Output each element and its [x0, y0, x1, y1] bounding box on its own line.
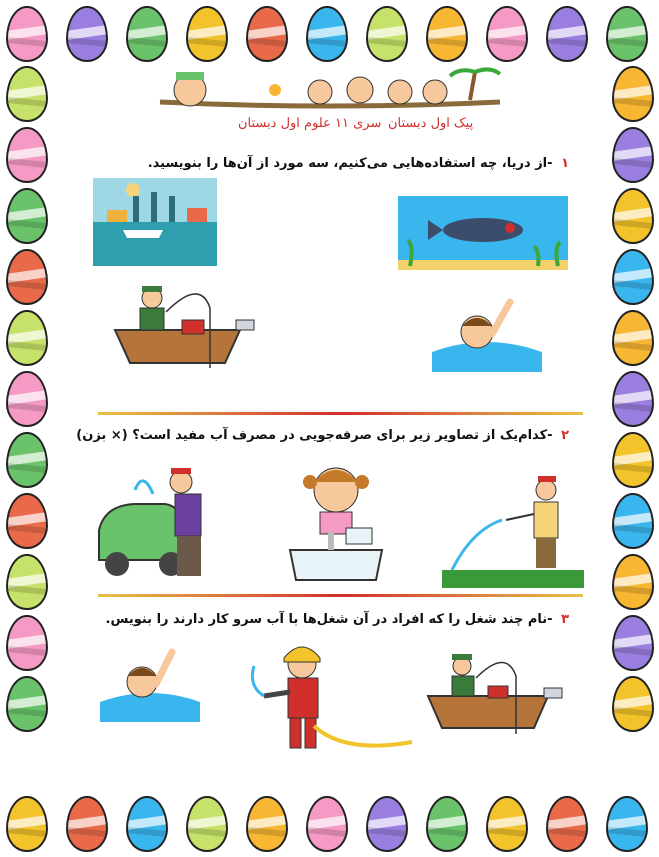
easter-egg-decoration: [366, 796, 408, 852]
easter-egg-decoration: [306, 6, 348, 62]
easter-egg-decoration: [612, 554, 654, 610]
easter-egg-decoration: [606, 6, 648, 62]
header-banner: [150, 62, 510, 142]
easter-egg-decoration: [612, 310, 654, 366]
easter-egg-decoration: [6, 6, 48, 62]
easter-egg-decoration: [6, 188, 48, 244]
easter-egg-decoration: [306, 796, 348, 852]
question-number: ۱: [561, 156, 569, 171]
kids-banner-illustration: [150, 62, 510, 122]
easter-egg-decoration: [126, 6, 168, 62]
easter-egg-decoration: [66, 6, 108, 62]
easter-egg-decoration: [612, 371, 654, 427]
easter-egg-decoration: [612, 66, 654, 122]
easter-egg-decoration: [6, 127, 48, 183]
man-washing-car-image: [95, 460, 215, 586]
easter-egg-decoration: [612, 615, 654, 671]
easter-egg-decoration: [6, 796, 48, 852]
man-watering-lawn-image: [442, 470, 584, 588]
easter-egg-decoration: [606, 796, 648, 852]
easter-egg-decoration: [612, 676, 654, 732]
question-2: [76, 428, 569, 443]
fisherman-boat-image: [110, 278, 262, 378]
easter-egg-decoration: [546, 796, 588, 852]
easter-egg-decoration: [6, 676, 48, 732]
girl-brushing-teeth-image: [286, 460, 386, 588]
easter-egg-decoration: [612, 127, 654, 183]
question-text: -کدام‌یک از تصاویر زیر برای صرفه‌جویی در مصرف آب مفید است؟ (× بزن): [76, 428, 553, 443]
fisherman-boat-image: [424, 648, 570, 738]
easter-egg-decoration: [486, 6, 528, 62]
question-text: -نام چند شغل را که افراد در آن شغل‌ها با آب سرو کار دارند را بنویس.: [105, 612, 553, 627]
section-divider: [98, 412, 583, 415]
fish-underwater-image: [398, 196, 568, 270]
easter-egg-decoration: [426, 6, 468, 62]
easter-egg-decoration: [6, 493, 48, 549]
easter-egg-decoration: [6, 310, 48, 366]
easter-egg-decoration: [6, 615, 48, 671]
swimming-boy-image: [100, 646, 200, 722]
easter-egg-decoration: [486, 796, 528, 852]
question-number: ۳: [561, 612, 569, 627]
easter-egg-decoration: [246, 796, 288, 852]
easter-egg-decoration: [6, 371, 48, 427]
easter-egg-decoration: [366, 6, 408, 62]
easter-egg-decoration: [186, 796, 228, 852]
question-1: [148, 156, 569, 171]
firefighter-image: [244, 636, 414, 754]
easter-egg-decoration: [6, 432, 48, 488]
easter-egg-decoration: [612, 188, 654, 244]
easter-egg-decoration: [612, 249, 654, 305]
question-3: [106, 612, 569, 627]
easter-egg-decoration: [126, 796, 168, 852]
swimming-boy-image: [432, 292, 542, 372]
easter-egg-decoration: [612, 493, 654, 549]
section-divider: [98, 594, 583, 597]
easter-egg-decoration: [6, 249, 48, 305]
easter-egg-decoration: [6, 66, 48, 122]
easter-egg-decoration: [246, 6, 288, 62]
easter-egg-decoration: [186, 6, 228, 62]
easter-egg-decoration: [426, 796, 468, 852]
header-title-series: سری ۱۱ علوم اول دبستان: [238, 116, 382, 131]
easter-egg-decoration: [612, 432, 654, 488]
easter-egg-decoration: [546, 6, 588, 62]
question-text: -از دریا، چه استفاده‌هایی می‌کنیم، سه مورد از آن‌ها را بنویسید.: [147, 156, 553, 171]
question-number: ۲: [561, 428, 569, 443]
header-title-main: پیک اول دبستان: [388, 116, 474, 131]
port-image: [93, 178, 217, 266]
easter-egg-decoration: [66, 796, 108, 852]
easter-egg-decoration: [6, 554, 48, 610]
